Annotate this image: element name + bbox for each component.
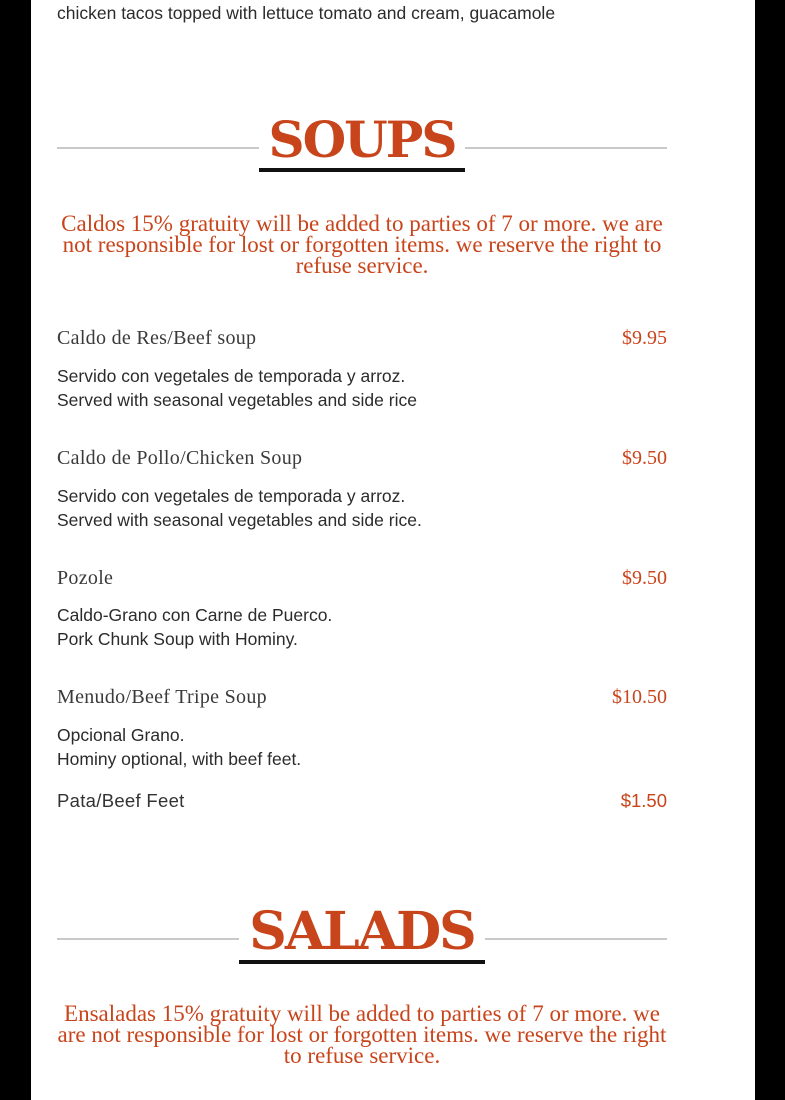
soups-note: Caldos 15% gratuity will be added to parties of 7 or more. we are not responsible for lost or forgotten items. we reserve the right to refuse service. — [61, 211, 663, 278]
menu-item-pata — [57, 790, 667, 816]
soups-section-header — [57, 110, 667, 190]
item-price: $9.95 — [622, 327, 667, 349]
previous-item-description: chicken tacos topped with lettuce tomato and cream, guacamole — [57, 3, 556, 23]
item-name: Pata/Beef Feet — [57, 790, 185, 811]
item-description-en: Pork Chunk Soup with Hominy. — [57, 629, 298, 649]
item-description-en: Served with seasonal vegetables and side rice. — [57, 510, 422, 530]
item-price: $9.50 — [622, 447, 667, 469]
item-price: $9.50 — [622, 567, 667, 589]
item-description-en: Hominy optional, with beef feet. — [57, 749, 302, 769]
item-description-es: Opcional Grano. — [57, 725, 185, 745]
item-description-es: Servido con vegetales de temporada y arroz. — [57, 366, 406, 386]
item-name: Caldo de Pollo/Chicken Soup — [57, 447, 303, 469]
salads-note: Ensaladas 15% gratuity will be added to parties of 7 or more. we are not responsible for lost or forgotten items. we reserve the right to refuse service. — [57, 1001, 667, 1068]
item-price: $10.50 — [612, 686, 667, 708]
salads-title: SALADS — [57, 901, 667, 964]
item-name: Pozole — [57, 567, 114, 589]
item-name: Menudo/Beef Tripe Soup — [57, 686, 267, 708]
menu-item-caldo-de-pollo — [57, 447, 667, 473]
item-description — [57, 364, 667, 412]
menu-item-caldo-de-res — [57, 327, 667, 353]
item-description — [57, 723, 667, 771]
item-description-es: Caldo-Grano con Carne de Puerco. — [57, 605, 333, 625]
item-description-en: Served with seasonal vegetables and side rice — [57, 390, 417, 410]
salads-section-header — [57, 901, 667, 981]
item-description — [57, 484, 667, 532]
menu-item-pozole — [57, 567, 667, 593]
item-name: Caldo de Res/Beef soup — [57, 327, 257, 349]
menu-item-menudo — [57, 686, 667, 712]
item-price: $1.50 — [620, 790, 667, 811]
item-description — [57, 603, 667, 651]
soups-title: SOUPS — [57, 110, 667, 172]
item-description-es: Servido con vegetales de temporada y arroz. — [57, 486, 406, 506]
